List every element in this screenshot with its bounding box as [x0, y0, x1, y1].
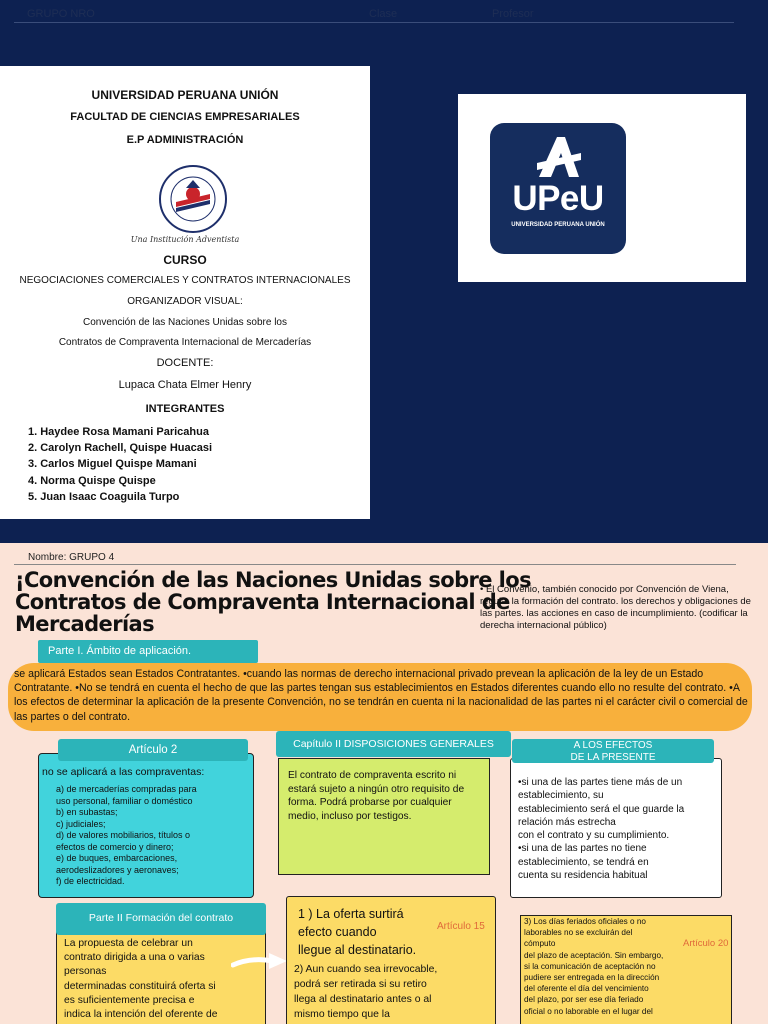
article20-label: Artículo 20: [683, 938, 729, 949]
class-label: Clase: [369, 8, 398, 20]
upeu-logo: [490, 123, 626, 254]
list-item: establecimiento será el que guarde la: [518, 803, 685, 815]
part2-text: La propuesta de celebrar un contrato dirigida a una o varias personas determinadas constituirá oferta si es suficientemente precisa e indica la intención del oferente de: [64, 938, 218, 1021]
chapter2-text: El contrato de compraventa escrito ni estará sujeto a ningún otro requisito de forma. Podrá probarse por cualquier medio, incluso por testigos.: [288, 770, 465, 822]
article2-intro: no se aplicará a las compraventas:: [42, 766, 205, 778]
group-number-label: GRUPO NRO: [27, 8, 95, 20]
arrow-right-icon: [231, 949, 291, 975]
list-item: a) de mercaderías compradas para: [56, 784, 197, 794]
list-item: con el contrato y su cumplimiento.: [518, 830, 670, 842]
cover-card: [0, 66, 370, 519]
list-item: d) de valores mobiliarios, títulos o: [56, 830, 191, 840]
upeu-subtitle: UNIVERSIDAD PERUANA UNIÓN: [511, 222, 605, 228]
list-item: 1. Haydee Rosa Mamani Paricahua: [28, 426, 209, 438]
motto: Una Institución Adventista: [130, 235, 240, 244]
list-item: e) de buques, embarcaciones,: [56, 853, 178, 863]
list-item: c) judiciales;: [56, 818, 106, 829]
article2-tab: Artículo 2: [58, 739, 248, 761]
list-item: 5. Juan Isaac Coaguila Turpo: [28, 490, 180, 503]
topic-line-1: Convención de las Naciones Unidas sobre los: [82, 317, 287, 328]
docente-name: Lupaca Chata Elmer Henry: [118, 379, 252, 391]
page-divider: [14, 564, 736, 565]
article2-list: [56, 784, 251, 888]
school-name: E.P ADMINISTRACIÓN: [126, 134, 244, 146]
list-item: 3. Carlos Miguel Quispe Mamani: [28, 458, 197, 471]
list-item: f) de electricidad.: [56, 876, 125, 886]
docente-label: DOCENTE:: [156, 357, 214, 369]
list-item: establecimiento, su: [518, 790, 604, 802]
list-item: •si una de las partes no tiene: [518, 843, 647, 855]
article15-label: Artículo 15: [437, 921, 485, 932]
list-item: relación más estrecha: [518, 816, 616, 828]
upeu-a-mark-icon: [535, 133, 583, 179]
list-item: uso personal, familiar o doméstico: [56, 795, 193, 806]
article20-text: 3) Los días feriados oficiales o no laborables no se excluirán del cómputo del plazo de aceptación. Sin embargo, si la comunicación de aceptación no pudiere ser entregada en la dirección del oferente el día del vencimiento del plazo, por ser ese día feriado oficial o no laborable en el lugar del: [524, 917, 664, 1016]
list-item: establecimiento, se tendrá en: [518, 856, 649, 868]
list-item: 4. Norma Quispe Quispe: [28, 474, 156, 487]
efectos-tab: A LOS EFECTOS DE LA PRESENTE: [512, 739, 714, 763]
faculty-name: FACULTAD DE CIENCIAS EMPRESARIALES: [70, 111, 300, 123]
curso-label: CURSO: [163, 253, 207, 267]
list-item: efectos de comercio y dinero;: [56, 841, 174, 852]
organizer-label: ORGANIZADOR VISUAL:: [127, 296, 243, 307]
part2-tab: Parte II Formación del contrato: [56, 903, 266, 935]
course-name: NEGOCIACIONES COMERCIALES Y CONTRATOS INTERNACIONALES: [19, 275, 351, 286]
list-item: aerodeslizadores y aeronaves;: [56, 864, 179, 875]
intro-text: • El Convenio, también conocido por Convención de Viena, regula: la formación del contrato. los derechos y obligaciones de las partes. las acciones en caso de incumplimiento. (codificar la derecha internacional público): [480, 584, 751, 631]
topic-line-2: Contratos de Compraventa Internacional de Mercaderías: [58, 337, 312, 348]
header-divider: [14, 22, 734, 23]
list-item: cuenta su residencia habitual: [518, 870, 648, 882]
part1-tab: Parte I. Ámbito de aplicación.: [38, 640, 258, 663]
organizer-page: [0, 543, 768, 1024]
university-name: UNIVERSIDAD PERUANA UNIÓN: [91, 88, 279, 102]
list-item: b) en subastas;: [56, 807, 118, 817]
professor-label: Profesor: [492, 8, 534, 20]
list-item: 2. Carolyn Rachell, Quispe Huacasi: [28, 442, 213, 455]
integrantes-label: INTEGRANTES: [145, 403, 225, 415]
part1-text: se aplicará Estados sean Estados Contratantes. •cuando las normas de derecho internacional privado prevean la aplicación de la ley de un Estado Contratante. •No se tendrá en cuenta el hecho de que las partes tengan sus establecimientos en Estados diferentes cuando ello no resulte del contrato. •A los efectos de determinar la aplicación de la presente Convención, no se tendrán en cuenta ni la nacionalidad de las partes ni el carácter civil o comercial de las partes o del contrato.: [14, 668, 748, 723]
upeu-logo-card: [458, 94, 746, 282]
list-item: •si una de las partes tiene más de un: [518, 777, 683, 788]
upeu-wordmark: UPeU: [512, 179, 604, 218]
efectos-text: [518, 776, 718, 882]
chapter2-tab: Capítulo II DISPOSICIONES GENERALES: [276, 731, 511, 757]
oferta-text: 2) Aun cuando sea irrevocable, podrá ser retirada si su retiro llega al destinatario antes o al mismo tiempo que la: [294, 964, 438, 1020]
page-title: ¡Convención de las Naciones Unidas sobre los Contratos de Compraventa Internacional de Mercaderías: [15, 568, 531, 636]
university-seal-icon: [158, 164, 228, 234]
group-name: Nombre: GRUPO 4: [28, 552, 115, 563]
members-list: [28, 424, 212, 505]
oferta-heading: 1 ) La oferta surtirá efecto cuando llegue al destinatario.: [298, 907, 417, 957]
